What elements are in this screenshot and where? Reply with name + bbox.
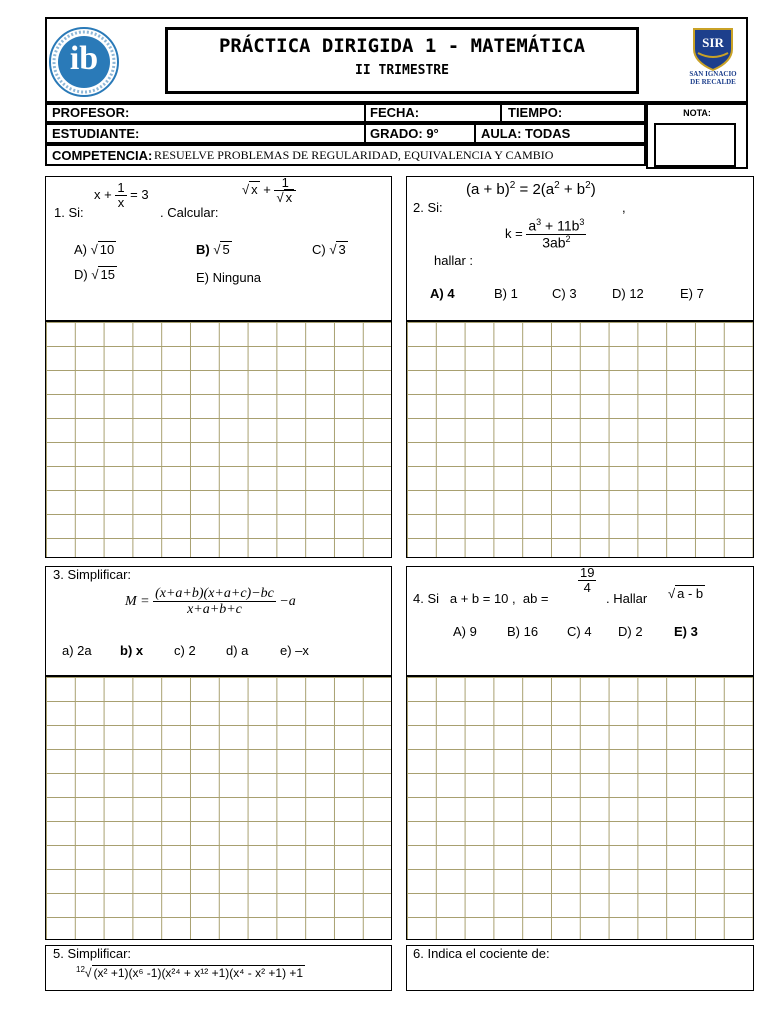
q4-prefix: 4. Si a + b = 10 , ab = bbox=[413, 591, 549, 606]
q6-prefix: 6. Indica el cociente de: bbox=[413, 946, 550, 961]
q2-option-e: E) 7 bbox=[680, 286, 704, 301]
q3-work-grid[interactable] bbox=[45, 676, 392, 940]
q3-option-b: b) x bbox=[120, 643, 144, 658]
q4-option-e: E) 3 bbox=[674, 624, 698, 639]
divider-tiempo bbox=[500, 103, 502, 123]
school-monogram: SIR bbox=[702, 35, 724, 50]
profesor-label: PROFESOR: bbox=[52, 105, 130, 120]
q2-work-grid[interactable] bbox=[406, 321, 754, 558]
q1-expression: √ x + $\frac{1}{√ x}$ bbox=[242, 176, 296, 206]
q4-radical: √ a - b bbox=[668, 586, 704, 601]
q1-option-a: A) √ 10 bbox=[74, 242, 115, 257]
q5-expression: $^{12}$√ (x² +1)(x⁶ -1)(x²⁴ + x¹² +1)(x⁴ - x² +1) +1 bbox=[76, 965, 304, 980]
q5-prefix: 5. Simplificar: bbox=[53, 946, 132, 961]
q2-comma: , bbox=[622, 200, 626, 215]
aula-label: AULA: TODAS bbox=[481, 126, 571, 141]
q4-work-grid[interactable] bbox=[406, 676, 754, 940]
page-subtitle: II TRIMESTRE bbox=[355, 63, 449, 78]
q3-box bbox=[45, 566, 392, 676]
q1-option-d: D) √ 15 bbox=[74, 267, 115, 282]
q3-option-d: d) a bbox=[226, 643, 249, 658]
q2-option-a: A) 4 bbox=[430, 286, 455, 301]
q1-condition: x + $\frac{1}{x}$ = 3 bbox=[94, 180, 149, 211]
q1-option-e: E) Ninguna bbox=[196, 270, 262, 285]
school-name-line1: SAN IGNACIO bbox=[689, 70, 737, 78]
q3-prefix: 3. Simplificar: bbox=[53, 567, 132, 582]
q2-k-expression: k = $\frac{a^3 + 11b^3}{3ab^2}$ bbox=[505, 217, 585, 251]
q2-hallar: hallar : bbox=[434, 253, 474, 268]
q1-prefix: 1. Si: bbox=[54, 205, 84, 220]
q1-option-b: B) √ 5 bbox=[196, 242, 230, 257]
q4-option-a: A) 9 bbox=[453, 624, 477, 639]
q3-option-e: e) –x bbox=[280, 643, 309, 658]
nota-input[interactable] bbox=[654, 123, 736, 167]
q1-calc-label: . Calcular: bbox=[160, 205, 219, 220]
q1-work-grid[interactable] bbox=[45, 321, 392, 558]
q4-fraction: $\frac{19}{4}$ bbox=[580, 565, 595, 596]
q2-option-b: B) 1 bbox=[494, 286, 518, 301]
ib-logo-text: ib bbox=[69, 40, 99, 77]
school-name-line2: DE RECALDE bbox=[690, 78, 736, 86]
q4-option-c: C) 4 bbox=[567, 624, 592, 639]
nota-label: NOTA: bbox=[683, 108, 711, 118]
fecha-label: FECHA: bbox=[370, 105, 420, 120]
q3-option-a: a) 2a bbox=[62, 643, 92, 658]
page-title: PRÁCTICA DIRIGIDA 1 - MATEMÁTICA bbox=[218, 35, 586, 57]
q4-hallar: . Hallar bbox=[606, 591, 648, 606]
divider-fecha bbox=[364, 103, 366, 144]
q2-option-c: C) 3 bbox=[552, 286, 577, 301]
competencia-label: COMPETENCIA: bbox=[52, 148, 153, 163]
ib-logo bbox=[48, 26, 120, 98]
competencia-text: RESUELVE PROBLEMAS DE REGULARIDAD, EQUIVALENCIA Y CAMBIO bbox=[154, 148, 554, 162]
divider-aula bbox=[474, 123, 476, 144]
q1-option-c: C) √ 3 bbox=[312, 242, 346, 257]
school-crest bbox=[690, 25, 736, 71]
tiempo-label: TIEMPO: bbox=[508, 105, 563, 120]
q3-expression: M = $\frac{(x+a+b)(x+a+c)-bc}{x+a+b+c}$ −a bbox=[125, 586, 296, 618]
estudiante-label: ESTUDIANTE: bbox=[52, 126, 140, 141]
q3-option-c: c) 2 bbox=[174, 643, 196, 658]
q4-option-b: B) 16 bbox=[507, 624, 539, 639]
q2-prefix: 2. Si: bbox=[413, 200, 443, 215]
q2-condition: $(a + b)^2 = 2(a^2 + b^2)$ bbox=[466, 180, 596, 198]
q2-option-d: D) 12 bbox=[612, 286, 644, 301]
q4-option-d: D) 2 bbox=[618, 624, 643, 639]
grado-label: GRADO: 9° bbox=[370, 126, 439, 141]
